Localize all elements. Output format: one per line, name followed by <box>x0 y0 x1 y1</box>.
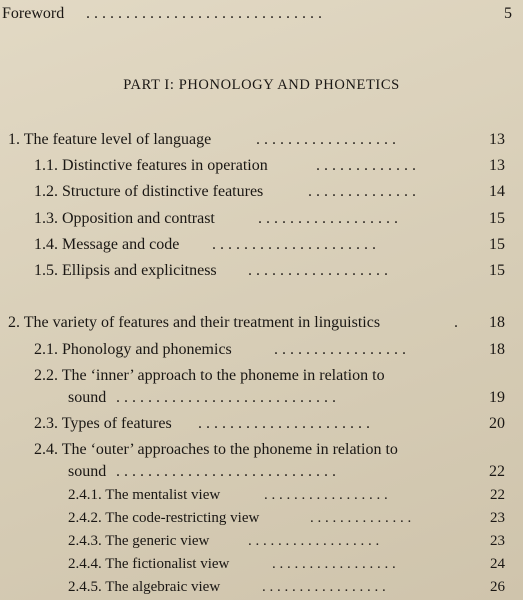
toc-entry-number: 1.1. <box>34 157 58 174</box>
toc-entry-title: The fictionalist view <box>105 556 230 572</box>
dot-leader: . . . . . . . . . . . . . . <box>310 510 412 526</box>
toc-page-number: 24 <box>490 556 505 572</box>
dot-leader: . . . . . . . . . . . . . . . . . <box>264 487 388 503</box>
toc-entry <box>0 531 523 551</box>
toc-entry-label <box>68 508 259 528</box>
dot-leader: . . . . . . . . . . . . . . . . . . . . . . . . . . . . <box>116 463 336 480</box>
toc-page-number: 13 <box>489 131 505 148</box>
toc-page-number: 26 <box>490 579 505 595</box>
toc-entry-number: 2.4.1. <box>68 487 102 503</box>
dot-leader: . . . . . . . . . . . . . . . . . . . . . . . . . . . . . . <box>86 5 322 22</box>
toc-entry <box>0 554 523 574</box>
dot-leader: . . . . . . . . . . . . . . . . . <box>262 579 386 595</box>
part-heading: PART I: PHONOLOGY AND PHONETICS <box>123 77 400 93</box>
toc-entry-label <box>8 313 380 333</box>
dot-leader: . . . . . . . . . . . . . . . . . . <box>256 131 396 148</box>
toc-entry-title: The ‘inner’ approach to the phoneme in relation to <box>61 367 385 384</box>
dot-leader: . . . . . . . . . . . . . . . . . . . . . . . . . . . . <box>116 389 336 406</box>
dot-leader: . . . . . . . . . . . . . . . . . <box>274 341 406 358</box>
toc-entry-number: 1.5. <box>34 262 58 279</box>
toc-entry <box>0 156 523 176</box>
toc-entry <box>0 209 523 229</box>
toc-entry-number: 1.2. <box>34 183 58 200</box>
toc-entry-label <box>34 235 179 255</box>
toc-entry-title: Distinctive features in operation <box>62 157 268 174</box>
toc-entry-title: The feature level of language <box>23 131 212 148</box>
toc-page-number: 18 <box>489 341 505 358</box>
toc-page-number: 13 <box>489 157 505 174</box>
toc-entry-label <box>34 209 215 229</box>
toc-entry-number: 2.4.5. <box>68 579 102 595</box>
toc-page-number: 15 <box>489 210 505 227</box>
toc-entry <box>0 261 523 281</box>
toc-entry-label <box>68 485 220 505</box>
toc-entry-title: Phonology and phonemics <box>62 341 232 358</box>
toc-page-number: 23 <box>490 510 505 526</box>
toc-page-number: 15 <box>489 262 505 279</box>
toc-entry <box>0 577 523 597</box>
toc-entry-title: Foreword <box>2 5 65 22</box>
toc-entry-label <box>34 182 263 202</box>
toc-entry-title: The generic view <box>105 533 210 549</box>
toc-entry <box>0 182 523 202</box>
toc-entry-number: 2.4. <box>34 441 58 458</box>
toc-entry <box>0 485 523 505</box>
dot-leader: . <box>454 314 458 331</box>
toc-entry-number: 2.2. <box>34 367 58 384</box>
dot-leader: . . . . . . . . . . . . . . . . . . . . . <box>212 236 376 253</box>
toc-entry-title: Message and code <box>62 236 180 253</box>
toc-entry-continuation <box>0 388 523 408</box>
toc-entry-number: 2. <box>8 314 20 331</box>
toc-entry-title: Types of features <box>61 415 172 432</box>
toc-entry <box>0 130 523 150</box>
toc-entry-label <box>8 130 211 150</box>
toc-entry-title: The mentalist view <box>105 487 221 503</box>
toc-entry <box>0 313 523 333</box>
toc-entry <box>0 340 523 360</box>
toc-entry-number: 1.3. <box>34 210 58 227</box>
toc-entry-label <box>34 440 398 460</box>
toc-entry-label <box>68 554 229 574</box>
toc-entry-number: 2.4.2. <box>68 510 102 526</box>
dot-leader: . . . . . . . . . . . . . . . . . <box>272 556 396 572</box>
dot-leader: . . . . . . . . . . . . . . . . . . <box>258 210 398 227</box>
toc-entry-foreword <box>0 4 523 24</box>
dot-leader: . . . . . . . . . . . . . . . . . . <box>248 262 388 279</box>
toc-entry-number: 1.4. <box>34 236 58 253</box>
toc-entry-title: The variety of features and their treatment in linguistics <box>23 314 381 331</box>
toc-entry-label <box>34 414 172 434</box>
toc-entry <box>0 440 523 460</box>
toc-page-number: 19 <box>489 389 505 406</box>
toc-page-number: 14 <box>489 183 505 200</box>
toc-entry-number: 1. <box>8 131 20 148</box>
toc-entry-title: Opposition and contrast <box>62 210 215 227</box>
toc-page-number: 18 <box>489 314 505 331</box>
toc-entry-number: 2.3. <box>34 415 58 432</box>
toc-entry-title: The code-restricting view <box>105 510 260 526</box>
toc-entry-number: 2.1. <box>34 341 58 358</box>
toc-page-number: 15 <box>489 236 505 253</box>
dot-leader: . . . . . . . . . . . . . . <box>308 183 416 200</box>
dot-leader: . . . . . . . . . . . . . . . . . . . . . . <box>198 415 370 432</box>
toc-entry-title: sound <box>68 463 107 480</box>
toc-page-number: 22 <box>489 463 505 480</box>
toc-entry-title: Ellipsis and explicitness <box>62 262 217 279</box>
dot-leader: . . . . . . . . . . . . . . . . . . <box>248 533 380 549</box>
toc-entry-label <box>34 366 385 386</box>
dot-leader: . . . . . . . . . . . . . <box>316 157 416 174</box>
toc-entry <box>0 235 523 255</box>
toc-entry <box>0 366 523 386</box>
toc-entry-label <box>34 156 268 176</box>
toc-entry-label <box>34 261 217 281</box>
toc-page-number: 23 <box>490 533 505 549</box>
toc-page-number: 22 <box>490 487 505 503</box>
toc-page-number: 20 <box>489 415 505 432</box>
toc-entry-label <box>68 577 220 597</box>
toc-entry-continuation <box>0 462 523 482</box>
toc-entry <box>0 508 523 528</box>
toc-page-number: 5 <box>504 5 512 22</box>
toc-entry-title: Structure of distinctive features <box>62 183 264 200</box>
toc-entry-title: sound <box>68 389 107 406</box>
toc-entry-title: The ‘outer’ approaches to the phoneme in relation to <box>61 441 398 458</box>
toc-entry-title: The algebraic view <box>105 579 221 595</box>
toc-entry-label <box>34 340 232 360</box>
toc-entry <box>0 414 523 434</box>
toc-entry-label <box>68 531 209 551</box>
toc-entry-number: 2.4.4. <box>68 556 102 572</box>
toc-entry-number: 2.4.3. <box>68 533 102 549</box>
